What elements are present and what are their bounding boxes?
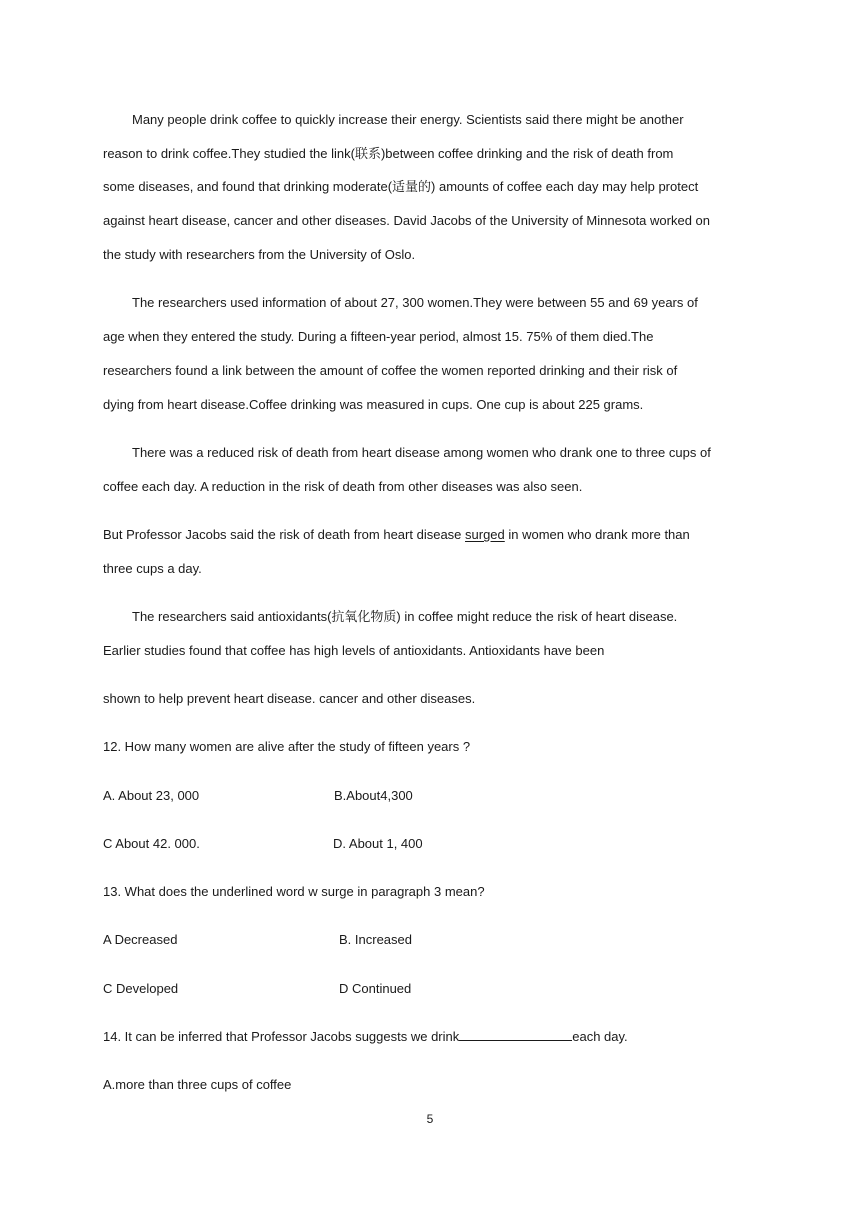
- passage-p4-before: But Professor Jacobs said the risk of death from heart disease: [103, 527, 466, 542]
- passage-p1-line-5: the study with researchers from the University of Oslo.: [103, 247, 416, 262]
- question-13-stem: 13. What does the underlined word w surge in paragraph 3 mean?: [103, 884, 485, 899]
- passage-p2-line-4: dying from heart disease.Coffee drinking was measured in cups. One cup is about 225 grams.: [103, 397, 644, 412]
- passage-p2-line-1: The researchers used information of about 27, 300 women.They were between 55 and 69 years of: [132, 295, 698, 310]
- underlined-word: surged: [465, 527, 505, 542]
- passage-p3-line-2: coffee each day. A reduction in the risk of death from other diseases was also seen.: [103, 479, 583, 494]
- passage-p1-line-4: against heart disease, cancer and other diseases. David Jacobs of the University of Minnesota worked on: [103, 213, 711, 228]
- question-13-option-b: B. Increased: [339, 932, 412, 947]
- question-14-stem: [103, 1028, 628, 1046]
- passage-p1-line-1: Many people drink coffee to quickly increase their energy. Scientists said there might be another: [132, 112, 684, 127]
- question-12-option-a: A. About 23, 000: [103, 788, 200, 803]
- passage-p3-line-1: There was a reduced risk of death from heart disease among women who drank one to three cups of: [132, 445, 711, 460]
- passage-p5-line-2: Earlier studies found that coffee has high levels of antioxidants. Antioxidants have been: [103, 643, 605, 658]
- page-number: 5: [426, 1112, 434, 1126]
- question-13-option-a: A Decreased: [103, 932, 178, 947]
- passage-p1-line-2: reason to drink coffee.They studied the link(联系)between coffee drinking and the risk of death from: [103, 146, 674, 161]
- passage-p5-line-1: The researchers said antioxidants(抗氧化物质) in coffee might reduce the risk of heart disease.: [132, 609, 678, 624]
- question-14-stem-after: each day.: [572, 1029, 628, 1044]
- question-12-option-b: B.About4,300: [334, 788, 413, 803]
- question-13-option-d: D Continued: [339, 981, 412, 996]
- question-12-stem: 12. How many women are alive after the study of fifteen years ?: [103, 739, 471, 754]
- passage-p2-line-2: age when they entered the study. During a fifteen-year period, almost 15. 75% of them died.The: [103, 329, 654, 344]
- question-14-stem-before: 14. It can be inferred that Professor Jacobs suggests we drink: [103, 1029, 460, 1044]
- question-12-option-d: D. About 1, 400: [333, 836, 423, 851]
- answer-blank: [459, 1028, 572, 1041]
- passage-p2-line-3: researchers found a link between the amount of coffee the women reported drinking and their risk of: [103, 363, 678, 378]
- passage-p4-line-1: [103, 526, 690, 544]
- passage-p1-line-3: some diseases, and found that drinking moderate(适量的) amounts of coffee each day may help protect: [103, 179, 699, 194]
- passage-p4-line-2: three cups a day.: [103, 561, 202, 576]
- passage-p4-after: in women who drank more than: [504, 527, 690, 542]
- question-12-option-c: C About 42. 000.: [103, 836, 200, 851]
- question-14-option-a: A.more than three cups of coffee: [103, 1077, 292, 1092]
- passage-p5-line-3: shown to help prevent heart disease. cancer and other diseases.: [103, 691, 476, 706]
- question-13-option-c: C Developed: [103, 981, 179, 996]
